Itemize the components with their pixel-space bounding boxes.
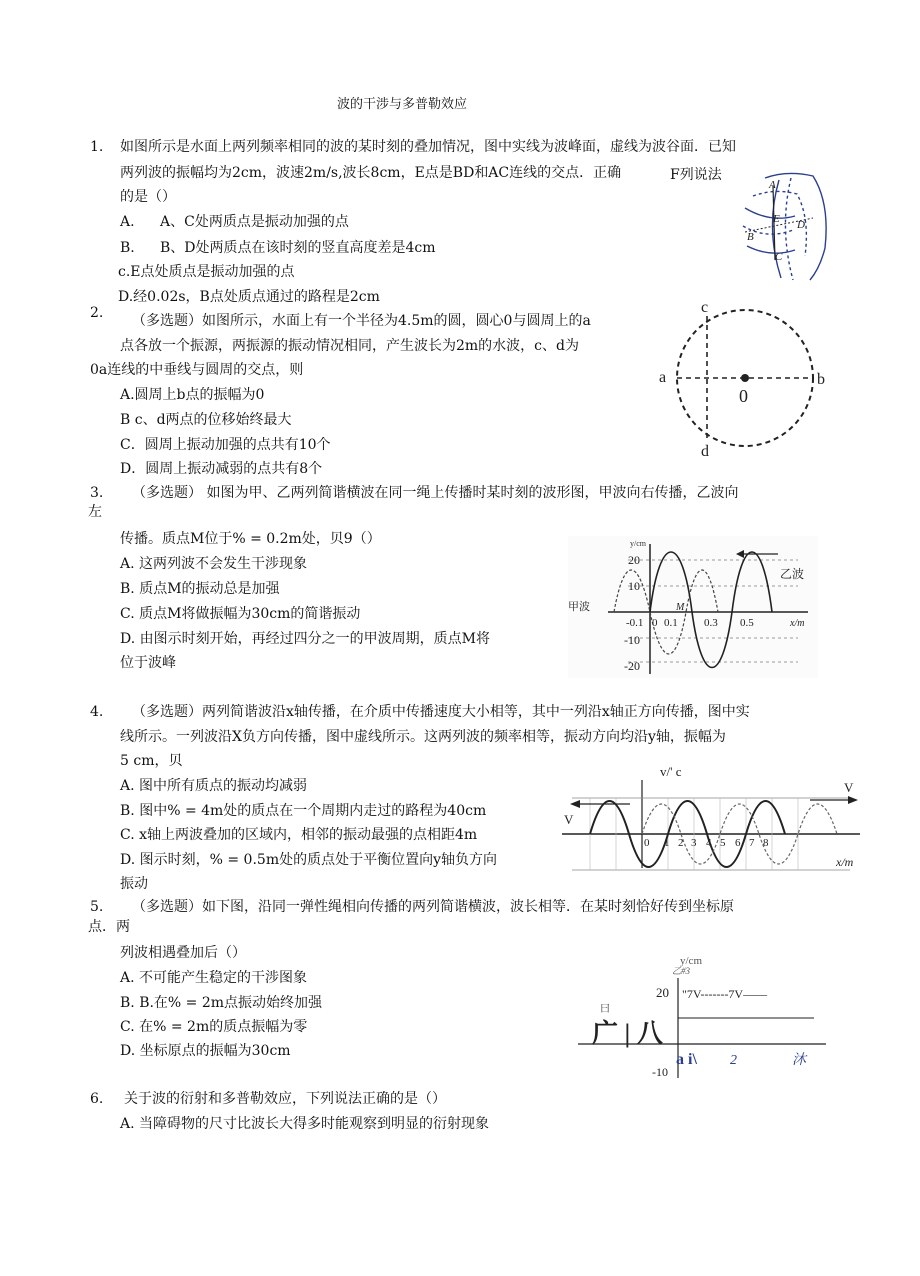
q1-option-a-letter: A. bbox=[120, 214, 135, 230]
q3-chart-wave-jia: 甲波 bbox=[568, 601, 590, 613]
q4-wave-chart bbox=[560, 760, 870, 872]
q2-option-b: B c、d两点的位移始终最大 bbox=[120, 412, 292, 428]
q1-fig-label-d: D bbox=[797, 219, 805, 231]
q3-stem-line1: （多选题） 如图为甲、乙两列简谐横波在同一绳上传播时某时刻的波形图，甲波向右传播，乙波向 bbox=[132, 485, 739, 501]
q4-chart-xtick-6: 6 bbox=[735, 837, 741, 849]
q4-chart-xtick-3: 3 bbox=[691, 837, 697, 849]
q3-chart-yunit: y/cm bbox=[630, 539, 646, 548]
q3-chart-ytick-10: 10 bbox=[628, 579, 640, 593]
q6-number: 6. bbox=[90, 1091, 104, 1107]
q4-option-b: B. 图中% = 4m处的质点在一个周期内走过的路程为40cm bbox=[120, 803, 487, 819]
q3-chart-wave-yi: 乙波 bbox=[780, 567, 805, 581]
q5-fig-top-label: y/cm bbox=[680, 955, 702, 967]
q5-option-a: A. 不可能产生稳定的干涉图象 bbox=[120, 970, 308, 986]
q5-stem-line1: （多选题）如下图，沿同一弹性绳相向传播的两列简谐横波，波长相等．在某时刻恰好传到坐标原 bbox=[132, 899, 734, 915]
q2-fig-label-d: d bbox=[701, 443, 709, 460]
q5-option-c: C. 在% = 2m的质点振幅为零 bbox=[120, 1019, 308, 1035]
q4-chart-xunit: x/m bbox=[836, 855, 854, 869]
q1-option-a: A、C处两质点是振动加强的点 bbox=[160, 214, 349, 230]
q3-chart-xunit: x/m bbox=[790, 618, 805, 629]
q5-fig-neg10: -10 bbox=[652, 1065, 668, 1079]
q2-circle-figure bbox=[655, 296, 835, 462]
q4-option-a: A. 图中所有质点的振动均减弱 bbox=[120, 778, 308, 794]
q3-number: 3. bbox=[90, 485, 104, 501]
q1-option-b-letter: B. bbox=[120, 240, 135, 256]
q3-wave-chart bbox=[568, 536, 818, 678]
q2-stem-line3: 0a连线的中垂线与圆周的交点，则 bbox=[90, 362, 304, 378]
q4-stem-line3: 5 cm，贝 bbox=[120, 753, 183, 769]
q5-fig-dash-text: "7V-------7V—— bbox=[682, 987, 768, 1001]
q6-option-a: A. 当障碍物的尺寸比波长大得多时能观察到明显的衍射现象 bbox=[120, 1116, 490, 1132]
q5-wave-figure bbox=[576, 950, 836, 1082]
q2-fig-label-c: c bbox=[701, 299, 709, 316]
q3-chart-m-label: M bbox=[676, 602, 685, 613]
q4-chart-xtick-4: 4 bbox=[706, 837, 712, 849]
q5-fig-bottom-label: a i\ bbox=[676, 1051, 697, 1068]
q4-option-d-line1: D. 图示时刻，% = 0.5m处的质点处于平衡位置向y轴负方向 bbox=[120, 852, 498, 868]
q5-fig-small-label: 乙#3 bbox=[672, 966, 691, 976]
q2-number: 2. bbox=[90, 305, 104, 321]
q3-chart-ytick-neg20: -20 bbox=[624, 659, 640, 673]
q3-chart-xtick-neg01: -0.1 bbox=[626, 617, 644, 629]
q2-stem-line1: （多选题）如图所示，水面上有一个半径为4.5m的圆，圆心0与圆周上的a bbox=[132, 313, 591, 329]
q4-chart-xtick-5: 5 bbox=[720, 837, 726, 849]
q4-chart-xtick-0: 0 bbox=[644, 837, 650, 849]
q1-fig-label-a: A bbox=[769, 179, 776, 191]
q4-stem-line1: （多选题）两列简谐波沿x轴传播，在介质中传播速度大小相等，其中一列沿x轴正方向传播，图中实 bbox=[132, 704, 750, 720]
q1-stem-line1: 如图所示是水面上两列频率相同的波的某时刻的叠加情况，图中实线为波峰面，虚线为波谷面．已知 bbox=[120, 139, 736, 155]
q3-stem-line2: 传播。质点M位于% = 0.2m处，贝9（） bbox=[120, 531, 381, 547]
q1-stem-line2: 两列波的振幅均为2cm，波速2m/s,波长8cm，E点是BD和AC连线的交点．正确 bbox=[120, 165, 622, 181]
q4-chart-ylabel: v/' c bbox=[660, 764, 682, 779]
q1-option-b: B、D处两质点在该时刻的竖直高度差是4cm bbox=[160, 240, 436, 256]
q5-option-b: B. B.在% = 2m点振动始终加强 bbox=[120, 995, 323, 1011]
q3-chart-xtick-0: 0 bbox=[652, 617, 658, 629]
q2-option-d: D．圆周上振动减弱的点共有8个 bbox=[120, 461, 323, 477]
q3-option-d-line2: 位于波峰 bbox=[120, 655, 176, 671]
q5-fig-left-glyph: 曰 bbox=[600, 1004, 610, 1015]
q5-fig-two: 2 bbox=[730, 1053, 737, 1068]
q3-chart-xtick-01: 0.1 bbox=[664, 617, 678, 629]
q3-option-a: A. 这两列波不会发生干涉现象 bbox=[120, 556, 308, 572]
q4-chart-v-right: V bbox=[844, 780, 854, 795]
page-title: 波的干涉与多普勒效应 bbox=[337, 97, 468, 112]
q3-stem-line1-tail: 左 bbox=[88, 504, 102, 520]
q1-interference-figure bbox=[735, 168, 835, 290]
q1-option-c: c.E点处质点是振动加强的点 bbox=[118, 264, 295, 280]
q2-option-a: A.圆周上b点的振幅为0 bbox=[120, 387, 265, 403]
q1-fig-label-c: C bbox=[775, 251, 783, 263]
q5-stem-line2: 列波相遇叠加后（） bbox=[120, 945, 246, 961]
q3-option-b: B. 质点M的振动总是加强 bbox=[120, 581, 280, 597]
q4-number: 4. bbox=[90, 704, 104, 720]
q2-option-c: C．圆周上振动加强的点共有10个 bbox=[120, 437, 331, 453]
q4-option-d-line2: 振动 bbox=[120, 876, 148, 892]
q1-option-d: D.经0.02s，B点处质点通过的路程是2cm bbox=[118, 289, 380, 305]
q4-chart-xtick-8: 8 bbox=[763, 837, 769, 849]
q2-fig-label-b: b bbox=[817, 371, 825, 388]
q5-fig-mu: 沐 bbox=[792, 1053, 806, 1068]
q4-chart-xtick-7: 7 bbox=[749, 837, 755, 849]
q4-stem-line2: 线所示。一列波沿X负方向传播，图中虚线所示。这两列波的频率相等，振动方向均沿y轴，振幅为 bbox=[120, 729, 726, 745]
q6-stem-line1: 关于波的衍射和多普勒效应，下列说法正确的是（） bbox=[124, 1091, 446, 1107]
q5-stem-line1-tail: 点．两 bbox=[88, 919, 130, 935]
q3-option-d-line1: D. 由图示时刻开始，再经过四分之一的甲波周期，质点M将 bbox=[120, 631, 490, 647]
q3-chart-xtick-05: 0.5 bbox=[740, 617, 754, 629]
q1-number: 1. bbox=[90, 139, 104, 155]
q1-fig-label-e: E bbox=[773, 213, 780, 225]
q4-chart-xtick-2: 2 bbox=[678, 837, 684, 849]
q1-stem-line3: 的是（） bbox=[120, 189, 176, 205]
q5-option-d: D. 坐标原点的振幅为30cm bbox=[120, 1043, 291, 1059]
q4-chart-v-left: V bbox=[564, 812, 574, 827]
q3-chart-ytick-neg10: -10 bbox=[624, 633, 640, 647]
q1-fig-label-b: B bbox=[747, 231, 754, 243]
q4-option-c: C. x轴上两波叠加的区域内，相邻的振动最强的点相距4m bbox=[120, 827, 478, 843]
q2-fig-label-o: 0 bbox=[739, 386, 748, 406]
q1-stem-line2-tail: F列说法 bbox=[670, 167, 722, 183]
q3-chart-xtick-03: 0.3 bbox=[704, 617, 718, 629]
q2-stem-line2: 点各放一个振源，两振源的振动情况相同，产生波长为2m的水波，c、d为 bbox=[120, 338, 579, 354]
q3-option-c: C. 质点M将做振幅为30cm的简谐振动 bbox=[120, 606, 361, 622]
q5-number: 5. bbox=[90, 899, 104, 915]
q5-fig-big-glyph: 广 | 八 bbox=[592, 1019, 663, 1048]
q2-fig-label-a: a bbox=[659, 369, 667, 386]
q4-chart-xtick-1: 1 bbox=[664, 837, 670, 849]
q5-fig-y20: 20 bbox=[656, 985, 669, 1000]
q3-chart-ytick-20: 20 bbox=[628, 553, 640, 567]
